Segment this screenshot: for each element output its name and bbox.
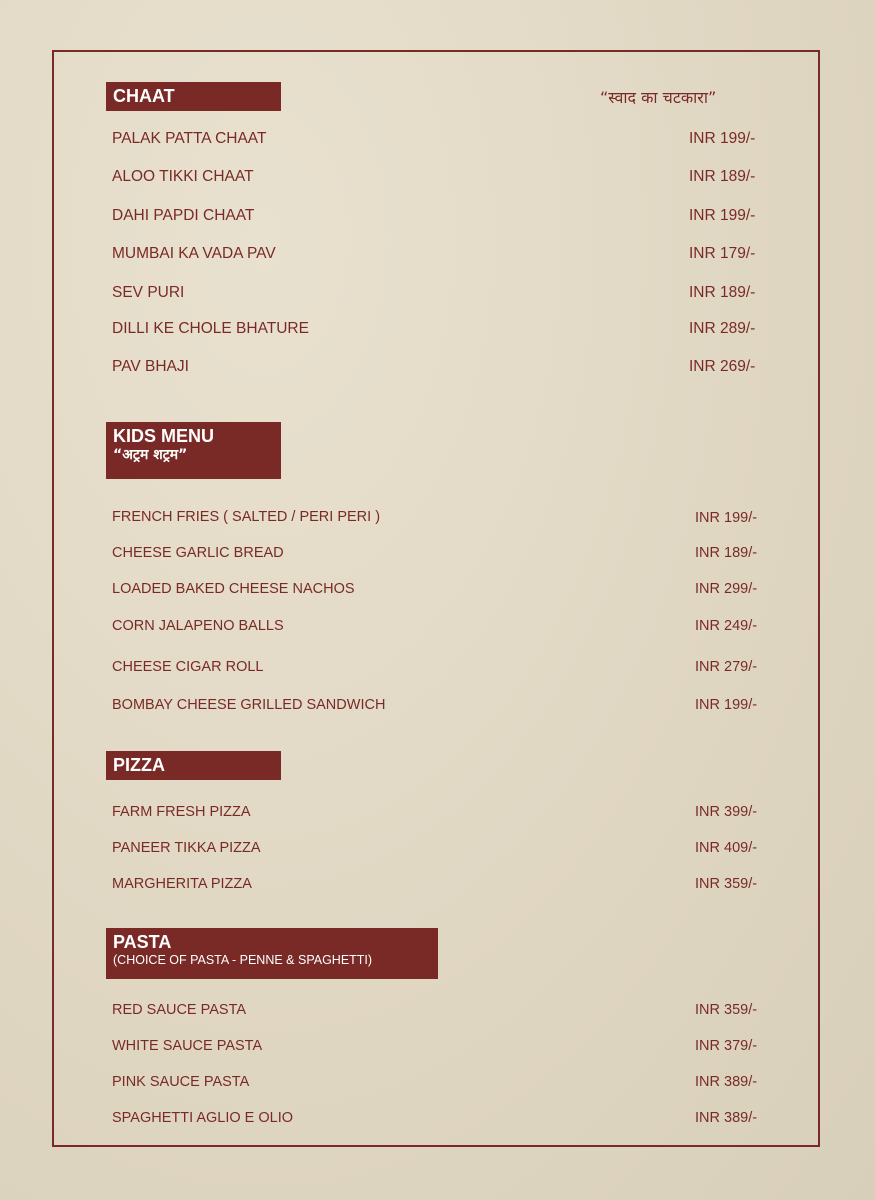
menu-item-name: RED SAUCE PASTA [112,1002,247,1018]
menu-item-price: INR 199/- [695,697,758,713]
menu-item-price: INR 299/- [695,581,758,597]
section-subtitle: “अट्रम शट्रम” [113,447,188,463]
menu-item-name: PAV BHAJI [112,358,189,375]
menu-item-name: PANEER TIKKA PIZZA [112,840,261,856]
menu-item-name: DILLI KE CHOLE BHATURE [112,320,309,337]
menu-item-price: INR 279/- [695,659,758,675]
menu-item-price: INR 189/- [689,168,756,185]
menu-item-name: WHITE SAUCE PASTA [112,1038,263,1054]
menu-item-price: INR 389/- [695,1074,758,1090]
section-title: PASTA [113,932,172,952]
menu-item-name: PALAK PATTA CHAAT [112,130,267,147]
menu-item-name: MARGHERITA PIZZA [112,876,252,892]
menu-item-name: CORN JALAPENO BALLS [112,618,284,634]
menu-item-price: INR 249/- [695,618,758,634]
section-title: CHAAT [113,86,175,106]
menu-item-price: INR 269/- [689,358,756,375]
menu-item-price: INR 359/- [695,876,758,892]
section-header-chaat [106,82,281,111]
menu-item-price: INR 399/- [695,804,758,820]
section-subtitle: (CHOICE OF PASTA - PENNE & SPAGHETTI) [113,953,373,967]
menu-item-price: INR 409/- [695,840,758,856]
menu-item-name: FRENCH FRIES ( SALTED / PERI PERI ) [112,509,381,525]
menu-item-price: INR 189/- [695,545,758,561]
menu-item-price: INR 389/- [695,1110,758,1126]
section-title: PIZZA [113,755,165,775]
menu-item-name: BOMBAY CHEESE GRILLED SANDWICH [112,697,386,713]
menu-item-price: INR 199/- [695,510,758,526]
section-header-pizza [106,751,281,780]
menu-item-name: DAHI PAPDI CHAAT [112,207,255,224]
menu-item-name: SPAGHETTI AGLIO E OLIO [112,1110,294,1126]
menu-item-name: SEV PURI [112,284,185,301]
menu-item-name: CHEESE GARLIC BREAD [112,545,284,561]
menu-item-price: INR 359/- [695,1002,758,1018]
menu-item-name: CHEESE CIGAR ROLL [112,659,264,675]
menu-item-price: INR 289/- [689,320,756,337]
menu-item-price: INR 379/- [695,1038,758,1054]
menu-item-name: ALOO TIKKI CHAAT [112,168,254,185]
section-title: KIDS MENU [113,426,215,446]
menu-item-name: MUMBAI KA VADA PAV [112,245,276,262]
menu-item-name: FARM FRESH PIZZA [112,804,251,820]
menu-item-price: INR 199/- [689,207,756,224]
menu-item-name: PINK SAUCE PASTA [112,1074,250,1090]
menu-item-name: LOADED BAKED CHEESE NACHOS [112,581,355,597]
tagline: “स्वाद का चटकारा” [600,88,717,107]
section-header-kids-menu [106,422,281,479]
menu-item-price: INR 199/- [689,130,756,147]
menu-item-price: INR 179/- [689,245,756,262]
menu-item-price: INR 189/- [689,284,756,301]
section-header-pasta [106,928,438,979]
